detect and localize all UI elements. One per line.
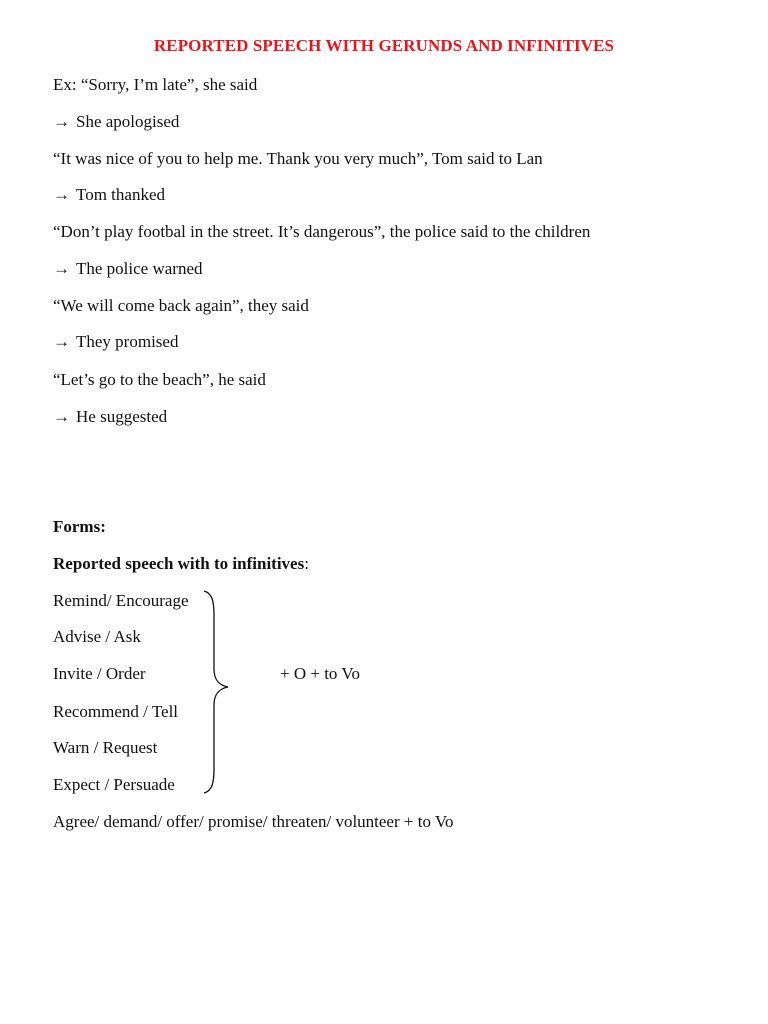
example-line [53, 149, 543, 169]
example-answer-line [53, 259, 203, 279]
example-text: “We will come back again”, they said [53, 296, 309, 315]
example-text: “Let’s go to the beach”, he said [53, 370, 266, 389]
verb-item: Recommend / Tell [53, 702, 179, 721]
example-line [53, 222, 590, 242]
example-text: Ex: “Sorry, I’m late”, she said [53, 75, 258, 94]
example-text: “Don’t play footbal in the street. It’s dangerous”, the police said to the children [53, 222, 591, 241]
example-text: “It was nice of you to help me. Thank you very much”, Tom said to Lan [53, 149, 543, 168]
forms-subheading [53, 554, 309, 574]
verb-item: Expect / Persuade [53, 775, 175, 794]
arrow-icon: → [53, 259, 70, 278]
example-answer-text: They promised [76, 332, 179, 351]
verb-item: Invite / Order [53, 664, 146, 683]
example-answer-text: She apologised [76, 112, 180, 131]
example-answer-line [53, 112, 179, 132]
extra-verbs-line: Agree/ demand/ offer/ promise/ threaten/ volunteer + to Vo [53, 812, 454, 831]
example-answer-text: He suggested [76, 407, 168, 426]
example-line [53, 75, 257, 95]
example-answer-line [53, 407, 167, 427]
formula-text: + O + to Vo [280, 664, 360, 683]
example-answer-line [53, 185, 165, 205]
arrow-icon: → [53, 185, 70, 204]
example-line [53, 370, 266, 390]
verb-item: Remind/ Encourage [53, 591, 189, 610]
example-answer-line [53, 332, 178, 352]
example-line [53, 296, 309, 316]
example-answer-text: Tom thanked [76, 185, 165, 204]
document-title: REPORTED SPEECH WITH GERUNDS AND INFINITIVES [153, 36, 615, 55]
forms-subheading-colon: : [304, 554, 309, 573]
curly-brace-icon [198, 589, 238, 795]
forms-heading: Forms: [53, 517, 106, 536]
example-answer-text: The police warned [76, 259, 203, 278]
verb-item: Advise / Ask [53, 627, 141, 646]
arrow-icon: → [53, 112, 70, 131]
arrow-icon: → [53, 332, 70, 351]
verb-item: Warn / Request [53, 738, 158, 757]
arrow-icon: → [53, 407, 70, 426]
forms-subheading-text: Reported speech with to infinitives [53, 554, 305, 573]
